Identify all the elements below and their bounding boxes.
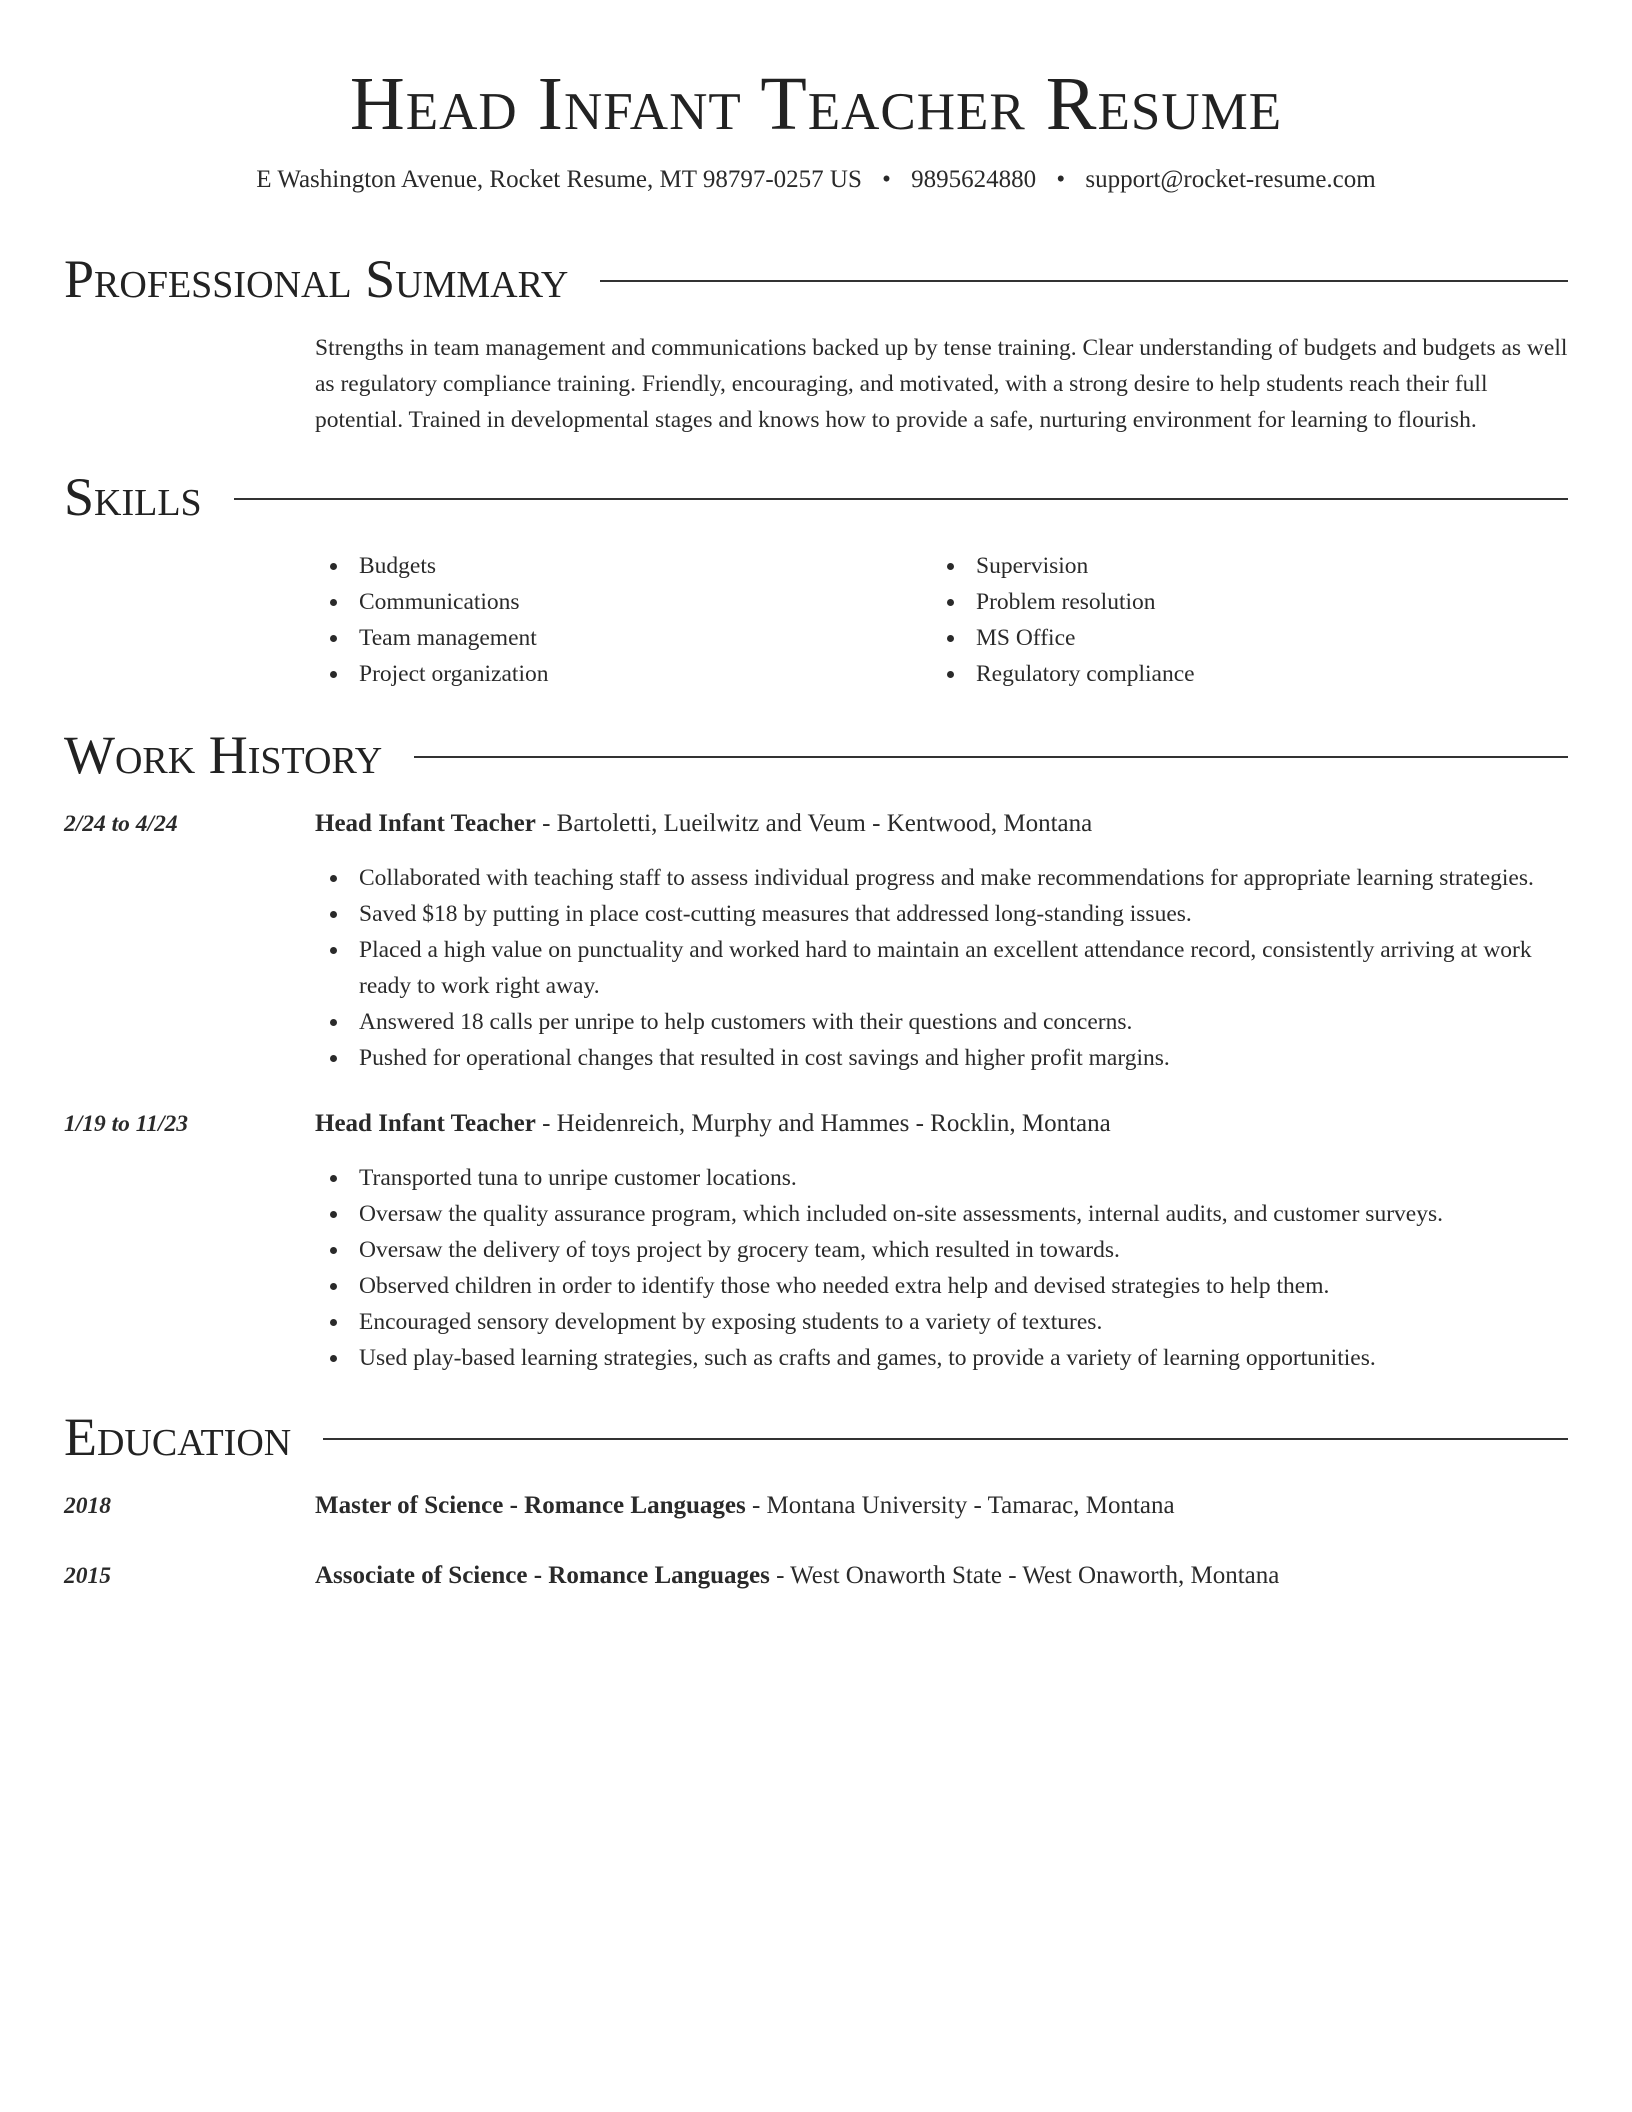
skills-title: Skills xyxy=(64,467,202,527)
education-text xyxy=(315,1488,1175,1524)
job-body xyxy=(315,1106,1568,1376)
contact-separator: • xyxy=(882,166,891,193)
skills-header xyxy=(64,462,1568,532)
education-degree: Master of Science - Romance Languages xyxy=(315,1492,746,1519)
education-entry xyxy=(64,1558,1568,1594)
job-body xyxy=(315,806,1568,1076)
job-bullet: Placed a high value on punctuality and worked hard to maintain an excellent attendance record, consistently arriving at work ready to work right away. xyxy=(315,932,1568,1004)
job-entry xyxy=(64,806,1568,1076)
education-entry xyxy=(64,1488,1568,1524)
education-details: - West Onaworth State - West Onaworth, Montana xyxy=(769,1562,1280,1589)
summary-text: Strengths in team management and communications backed up by tense training. Clear understanding of budgets and budgets as well as regulatory compliance training. Friendly, encouraging, and motivated, with a strong desire to help students reach their full potential. Trained in developmental stages and knows how to provide a safe, nurturing environment for learning to flourish. xyxy=(315,335,1568,433)
job-bullet: Encouraged sensory development by exposing students to a variety of textures. xyxy=(315,1304,1568,1340)
job-bullet: Oversaw the quality assurance program, which included on-site assessments, internal audits, and customer surveys. xyxy=(315,1196,1568,1232)
job-heading xyxy=(315,1106,1568,1142)
skill-item: MS Office xyxy=(932,620,1549,656)
education-header xyxy=(64,1402,1568,1472)
education-year: 2018 xyxy=(64,1493,111,1519)
skill-item: Project organization xyxy=(315,656,932,692)
job-dates: 2/24 to 4/24 xyxy=(64,811,178,837)
job-details: - Heidenreich, Murphy and Hammes - Rocklin, Montana xyxy=(535,1110,1111,1137)
summary-section xyxy=(64,244,1568,438)
skill-item: Budgets xyxy=(315,548,932,584)
resume-page xyxy=(64,0,1568,1594)
education-degree: Associate of Science - Romance Languages xyxy=(315,1562,770,1589)
skill-item: Supervision xyxy=(932,548,1549,584)
job-bullet: Pushed for operational changes that resulted in cost savings and higher profit margins. xyxy=(315,1040,1568,1076)
job-bullet: Collaborated with teaching staff to assess individual progress and make recommendations for appropriate learning strategies. xyxy=(315,860,1568,896)
job-bullet: Answered 18 calls per unripe to help customers with their questions and concerns. xyxy=(315,1004,1568,1040)
summary-header xyxy=(64,244,1568,314)
skill-item: Regulatory compliance xyxy=(932,656,1549,692)
contact-separator: • xyxy=(1056,166,1066,193)
work-history-section xyxy=(64,720,1568,1376)
job-entry xyxy=(64,1106,1568,1376)
skill-item: Team management xyxy=(315,620,932,656)
job-details: - Bartoletti, Lueilwitz and Veum - Kentwood, Montana xyxy=(535,810,1093,837)
section-divider xyxy=(234,498,1568,500)
section-divider xyxy=(414,756,1568,758)
contact-email: support@rocket-resume.com xyxy=(1085,166,1376,193)
work-history-title: Work History xyxy=(64,725,383,785)
job-bullet: Saved $18 by putting in place cost-cutting measures that addressed long-standing issues. xyxy=(315,896,1568,932)
job-title: Head Infant Teacher xyxy=(315,810,536,837)
skills-grid xyxy=(315,548,1568,692)
job-bullets xyxy=(315,1160,1568,1376)
education-details: - Montana University - Tamarac, Montana xyxy=(745,1492,1175,1519)
contact-phone: 9895624880 xyxy=(911,166,1037,193)
skills-column-right xyxy=(932,548,1549,692)
skills-section xyxy=(64,462,1568,692)
job-heading xyxy=(315,806,1568,842)
education-title: Education xyxy=(64,1407,292,1467)
job-bullet: Transported tuna to unripe customer locations. xyxy=(315,1160,1568,1196)
job-title: Head Infant Teacher xyxy=(315,1110,536,1137)
resume-name: Head Infant Teacher Resume xyxy=(349,62,1283,146)
job-dates: 1/19 to 11/23 xyxy=(64,1111,189,1137)
skill-item: Problem resolution xyxy=(932,584,1549,620)
education-text xyxy=(315,1558,1279,1594)
contact-line xyxy=(64,164,1568,196)
contact-address: E Washington Avenue, Rocket Resume, MT 98797-0257 US xyxy=(256,166,862,193)
skill-item: Communications xyxy=(315,584,932,620)
skills-column-left xyxy=(315,548,932,692)
education-section xyxy=(64,1402,1568,1594)
section-divider xyxy=(600,280,1568,282)
education-year: 2015 xyxy=(64,1563,111,1589)
summary-title: Professional Summary xyxy=(64,249,569,309)
job-bullet: Used play-based learning strategies, such as crafts and games, to provide a variety of learning opportunities. xyxy=(315,1340,1568,1376)
job-bullets xyxy=(315,860,1568,1076)
section-divider xyxy=(323,1438,1568,1440)
job-bullet: Oversaw the delivery of toys project by grocery team, which resulted in towards. xyxy=(315,1232,1568,1268)
job-bullet: Observed children in order to identify those who needed extra help and devised strategies to help them. xyxy=(315,1268,1568,1304)
work-history-header xyxy=(64,720,1568,790)
